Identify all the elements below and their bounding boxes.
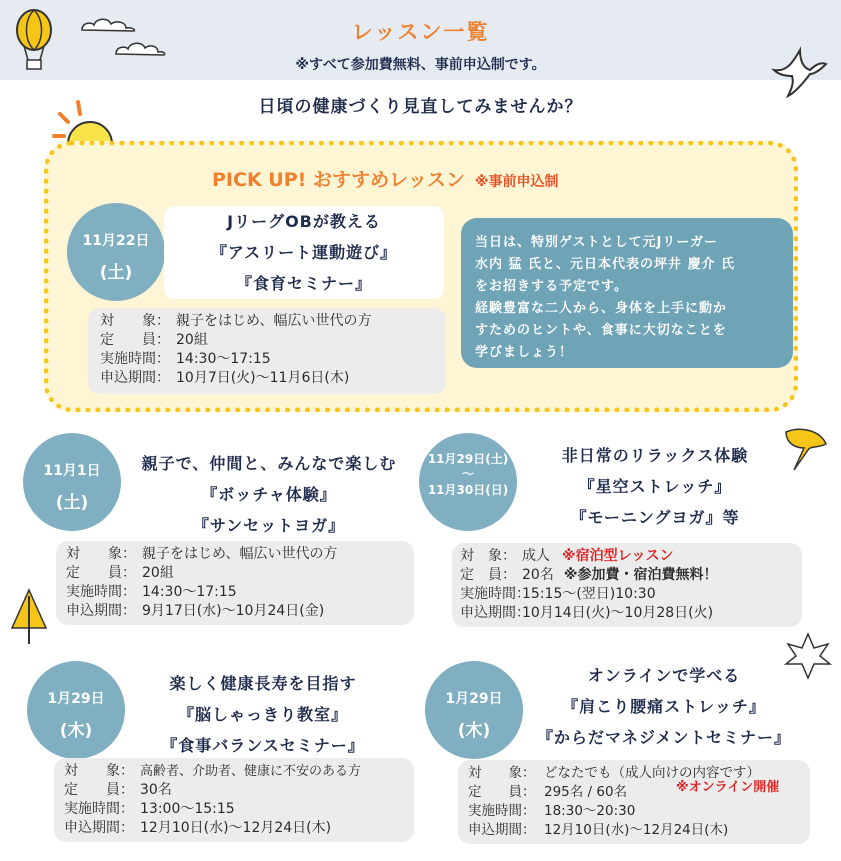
info-row: 定 員： 20組 — [66, 565, 174, 581]
lesson-info-box — [458, 760, 810, 844]
info-row: 実施時間： 14:30〜17:15 — [66, 584, 237, 600]
date-text: 11月1日 — [43, 463, 101, 479]
date-text: 1月29日 — [445, 691, 503, 707]
date-text: 1月29日 — [47, 691, 105, 707]
info-row: 対 象： 親子をはじめ、幅広い世代の方 — [100, 313, 372, 329]
info-row: 申込期間： 12月10日(水)〜12月24日(木) — [468, 822, 729, 838]
pickup-heading — [212, 165, 559, 192]
info-row: 申込期間： 9月17日(水)〜10月24日(金) — [66, 603, 325, 619]
page-subtitle: ※すべて参加費無料、事前申込制です。 — [295, 57, 546, 73]
leaf-icon — [8, 588, 50, 646]
info-row: 定 員： 295名 / 60名 — [468, 784, 628, 800]
info-row: 定 員： 20名 ※参加費・宿泊費無料！ — [460, 567, 718, 583]
page-title: レッスン一覧 — [351, 20, 490, 44]
lesson-info-box — [54, 758, 414, 842]
info-row: 対 象： 親子をはじめ、幅広い世代の方 — [66, 546, 338, 562]
date-badge — [428, 664, 520, 756]
lesson-title: 親子で、仲間と、みんなで楽しむ 『ボッチャ体験』 『サンセットヨガ』 — [141, 454, 397, 535]
weekday-text: (土) — [55, 493, 89, 513]
date-tilde-text: 〜 — [461, 467, 474, 481]
lesson-info-box — [88, 308, 446, 394]
info-row: 定 員： 20組 — [100, 332, 208, 348]
online-note: ※オンライン開催 — [676, 780, 780, 795]
lesson-title: 楽しく健康長寿を目指す 『脳しゃっきり教室』 『食事バランスセミナー』 — [161, 674, 365, 755]
free-note: ※参加費・宿泊費無料！ — [563, 567, 718, 583]
info-row: 定 員： 30名 — [64, 782, 172, 798]
guest-note-box: 当日は、特別ゲストとして元Jリーガー 水内 猛 氏と、元日本代表の坪井 慶介 氏 をお招きする予定です。 経験豊富な二人から、身体を上手に動か すためのヒントや、食事に大切なことを 学びましょう！ — [461, 218, 793, 368]
lodging-note: ※宿泊型レッスン — [562, 548, 674, 564]
info-row: 実施時間： 18:30〜20:30 — [468, 803, 636, 819]
pickup-heading-label: PICK UP! おすすめレッスン — [212, 169, 465, 191]
info-row: 実施時間：15:15〜(翌日)10:30 — [460, 586, 656, 602]
lesson-title: JリーグOBが教える 『アスリート運動遊び』 『食育セミナー』 — [164, 206, 444, 299]
date-to-text: 11月30日(日) — [427, 483, 509, 497]
lesson-info-box — [452, 543, 802, 627]
lesson-title: オンラインで学べる 『肩こり腰痛ストレッチ』 『からだマネジメントセミナー』 — [536, 666, 792, 747]
weekday-text: (土) — [99, 263, 133, 283]
date-badge — [30, 664, 122, 756]
info-row: 申込期間：10月14日(火)〜10月28日(火) — [460, 605, 714, 621]
weekday-text: (木) — [457, 721, 491, 741]
date-range-badge — [422, 436, 514, 528]
info-row: 申込期間： 12月10日(水)〜12月24日(木) — [64, 820, 332, 836]
date-text: 11月22日 — [82, 233, 150, 249]
lesson-title: 非日常のリラックス体験 『星空ストレッチ』 『モーニングヨガ』等 — [561, 446, 749, 527]
info-row: 対 象： 高齢者、介助者、健康に不安のある方 — [64, 763, 362, 779]
weekday-text: (木) — [59, 721, 93, 741]
info-row: 申込期間： 10月7日(火)〜11月6日(木) — [100, 370, 350, 386]
lesson-info-box — [56, 541, 414, 625]
info-row: 対 象： どなたでも（成人向けの内容です） — [468, 765, 760, 781]
info-row: 実施時間： 14:30〜17:15 — [100, 351, 271, 367]
date-from-text: 11月29日(土) — [427, 452, 509, 466]
pickup-heading-note: ※事前申込制 — [474, 174, 559, 190]
date-badge — [26, 436, 118, 528]
date-badge — [70, 206, 162, 298]
lead-text: 日頃の健康づくり見直してみませんか？ — [258, 97, 583, 117]
info-row: 対 象： 成人 ※宿泊型レッスン — [460, 548, 674, 564]
info-row: 実施時間： 13:00〜15:15 — [64, 801, 235, 817]
